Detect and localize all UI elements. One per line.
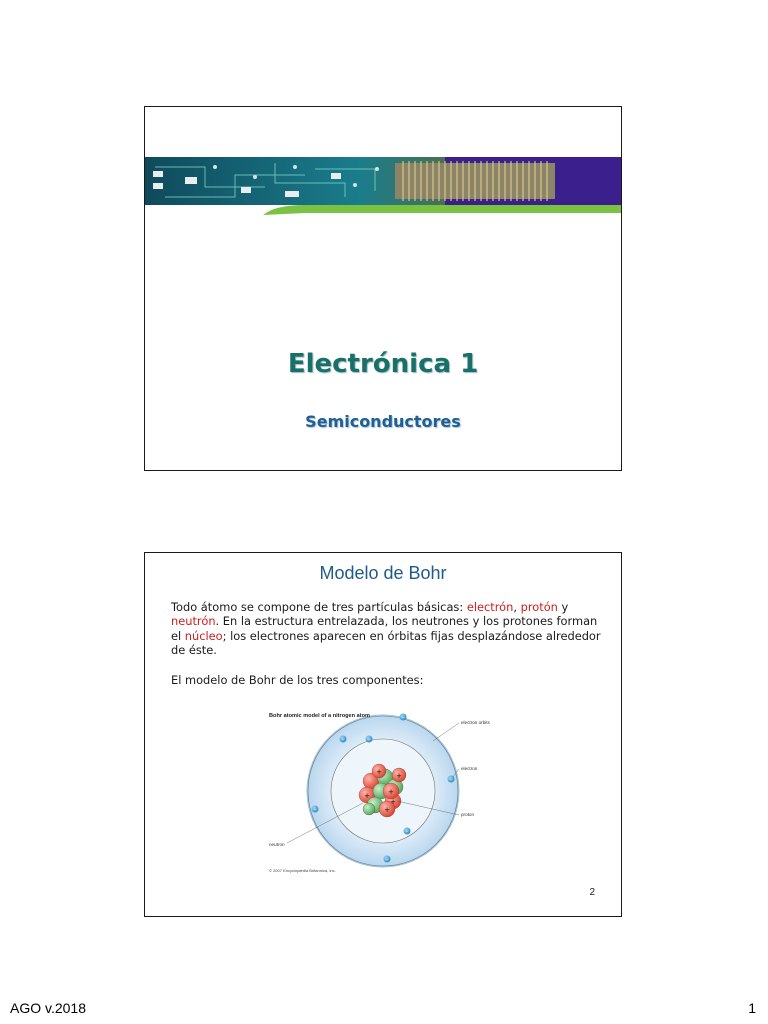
term-proton: protón bbox=[520, 600, 558, 614]
footer-page-number: 1 bbox=[748, 1000, 756, 1016]
intro-paragraph bbox=[171, 600, 601, 657]
svg-text:+: + bbox=[388, 788, 394, 796]
text-segment: Todo átomo se compone de tres partículas básicas: bbox=[171, 600, 467, 614]
term-electron: electrón bbox=[466, 600, 514, 614]
svg-text:+: + bbox=[384, 806, 390, 814]
slide-2 bbox=[144, 552, 622, 917]
text-segment: y bbox=[557, 600, 569, 614]
slide-page-number: 2 bbox=[589, 887, 595, 898]
circuit-board-banner bbox=[145, 157, 621, 215]
label-proton: proton bbox=[461, 812, 475, 817]
text-segment: ; los electrones aparecen en órbitas fijas desplazándose alrededor de éste. bbox=[171, 628, 601, 657]
components-paragraph: El modelo de Bohr de los tres componentes: bbox=[171, 673, 424, 687]
label-neutron: neutron bbox=[269, 842, 285, 847]
label-electron: electron bbox=[461, 766, 478, 771]
term-neutron: neutrón bbox=[171, 614, 216, 629]
svg-text:−: − bbox=[313, 806, 317, 812]
bohr-atom-diagram bbox=[263, 711, 503, 879]
text-segment: . En la estructura entrelazada, los neutrones y los protones forman el bbox=[171, 614, 598, 643]
svg-text:−: − bbox=[385, 856, 389, 862]
svg-text:−: − bbox=[341, 736, 345, 742]
svg-text:−: − bbox=[405, 828, 409, 834]
svg-text:+: + bbox=[376, 768, 382, 776]
presentation-subtitle: Semiconductores bbox=[305, 412, 461, 431]
figure-copyright: © 2007 Encyclopædia Britannica, Inc. bbox=[269, 868, 336, 873]
svg-text:−: − bbox=[367, 736, 371, 742]
svg-text:−: − bbox=[449, 776, 453, 782]
svg-text:+: + bbox=[364, 792, 370, 800]
presentation-title: Electrónica 1 bbox=[287, 349, 479, 379]
slide-1 bbox=[144, 106, 622, 471]
svg-text:+: + bbox=[396, 772, 402, 780]
term-nucleo: núcleo bbox=[184, 628, 223, 643]
svg-text:+: + bbox=[390, 798, 396, 806]
label-electron-orbits: electron orbits bbox=[461, 720, 490, 725]
figure-title: Bohr atomic model of a nitrogen atom bbox=[269, 713, 371, 719]
footer-version: AGO v.2018 bbox=[10, 1000, 87, 1016]
bohr-atom-figure bbox=[263, 711, 503, 879]
svg-text:−: − bbox=[401, 714, 405, 720]
slide-title: Modelo de Bohr bbox=[319, 563, 447, 583]
text-segment: , bbox=[513, 600, 521, 614]
